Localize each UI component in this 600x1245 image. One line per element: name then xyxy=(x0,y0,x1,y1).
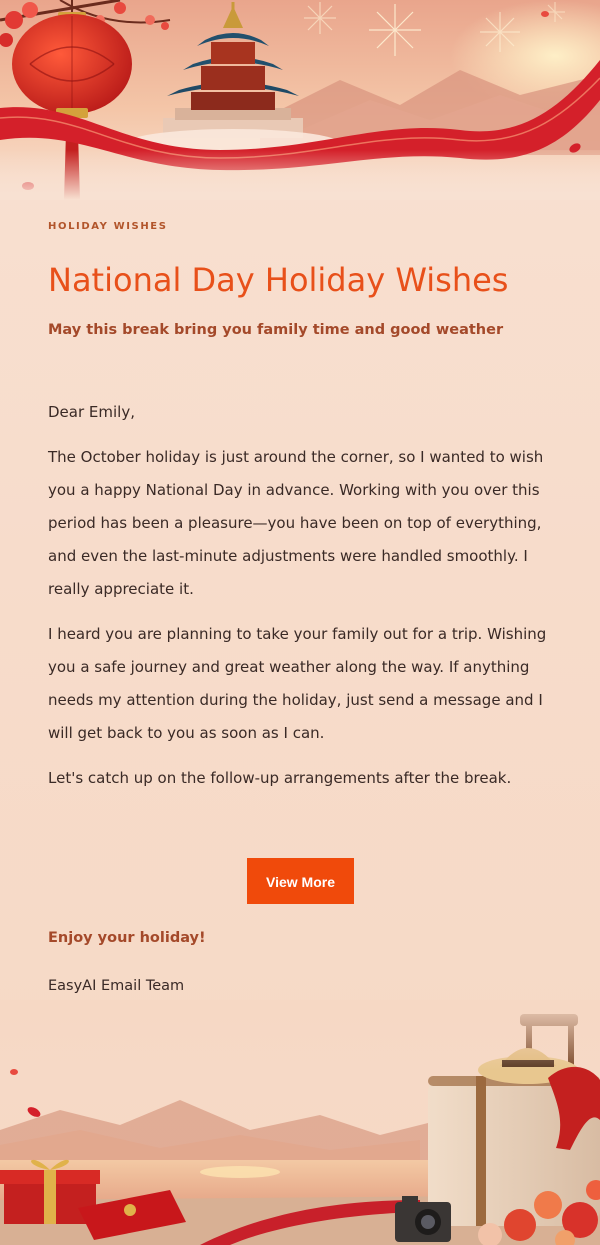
signoff: Enjoy your holiday! xyxy=(48,930,206,946)
email-body xyxy=(48,396,558,807)
team-signature: EasyAI Email Team xyxy=(48,978,185,994)
greeting: Dear Emily, xyxy=(48,403,135,421)
cta-wrapper xyxy=(247,858,354,904)
paragraph-3: Let's catch up on the follow-up arrangements after the break. xyxy=(48,769,512,787)
header-illustration xyxy=(0,0,600,200)
email-title: National Day Holiday Wishes xyxy=(48,261,509,299)
paragraph-2: I heard you are planning to take your family out for a trip. Wishing you a safe journey and great weather along the way. If anything needs my attention during the holiday, just send a message and I will get back to you as soon as I can. xyxy=(48,625,547,742)
camera-icon xyxy=(395,1196,451,1242)
footer-illustration xyxy=(0,1000,600,1245)
email-subtitle: May this break bring you family time and good weather xyxy=(48,322,504,338)
view-more-button[interactable]: View More xyxy=(247,858,354,904)
eyebrow-label: HOLIDAY WISHES xyxy=(48,221,168,232)
paragraph-1: The October holiday is just around the corner, so I wanted to wish you a happy National Day in advance. Working with you over this period has been a pleasure—you have been on top of everything, and even the last-minute adjustments were handled smoothly. I really appreciate it. xyxy=(48,448,544,598)
